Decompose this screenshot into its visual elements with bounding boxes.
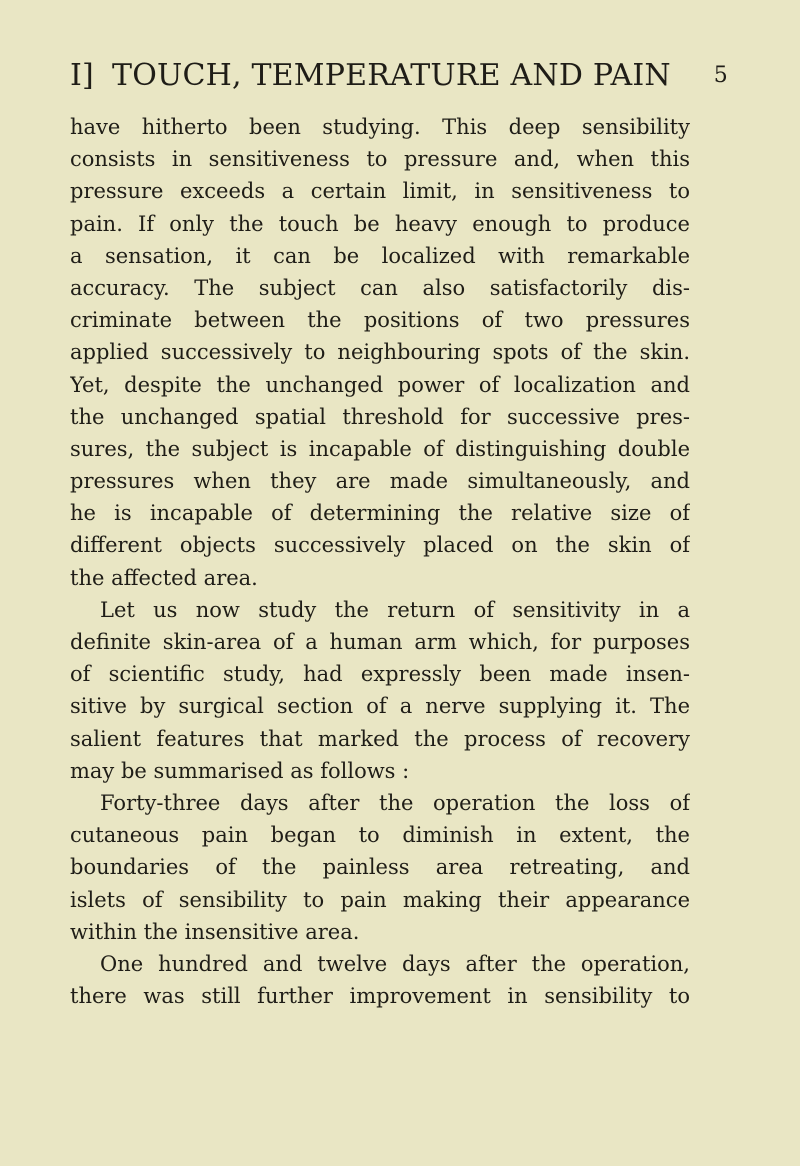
chapter-number: I] <box>70 58 94 93</box>
text-line: Let us now study the return of sensitivity in a <box>100 597 690 622</box>
text-line: Yet, despite the unchanged power of localization and <box>70 372 690 397</box>
text-line: have hitherto been studying. This deep sensibility <box>70 115 690 139</box>
body-text <box>70 111 690 1012</box>
running-head <box>70 56 728 96</box>
text-line: may be summarised as follows : <box>70 758 410 783</box>
text-line: different objects successively placed on the skin of <box>70 533 690 558</box>
text-line: criminate between the positions of two pressures <box>70 308 690 333</box>
text-line: of scientific study, had expressly been made insen- <box>70 662 690 687</box>
text-line: within the insensitive area. <box>70 919 360 944</box>
text-line: there was still further improvement in sensibility to <box>70 984 690 1009</box>
page-number: 5 <box>713 63 728 88</box>
text-line: accuracy. The subject can also satisfactorily dis- <box>70 275 690 300</box>
text-line: a sensation, it can be localized with remarkable <box>70 243 690 268</box>
text-line: definite skin-area of a human arm which, for purposes <box>70 630 690 654</box>
running-title: TOUCH, TEMPERATURE AND PAIN <box>112 58 671 93</box>
text-line: pressures when they are made simultaneously, and <box>70 469 690 494</box>
text-line: consists in sensitiveness to pressure and, when this <box>70 147 690 172</box>
text-line: sures, the subject is incapable of distinguishing double <box>70 436 690 461</box>
text-line: Forty-three days after the operation the loss of <box>100 790 690 815</box>
text-line: cutaneous pain began to diminish in extent, the <box>70 823 690 848</box>
text-line: boundaries of the painless area retreating, and <box>70 855 690 880</box>
text-line: salient features that marked the process of recovery <box>70 726 690 751</box>
text-line: the affected area. <box>70 565 258 590</box>
text-line: islets of sensibility to pain making their appearance <box>70 887 690 912</box>
text-line: the unchanged spatial threshold for successive pres- <box>70 404 690 429</box>
text-line: applied successively to neighbouring spots of the skin. <box>70 340 690 365</box>
text-line: sitive by surgical section of a nerve supplying it. The <box>70 694 690 719</box>
text-line: pressure exceeds a certain limit, in sensitiveness to <box>70 179 690 204</box>
text-line: pain. If only the touch be heavy enough to produce <box>70 211 690 236</box>
text-line: One hundred and twelve days after the operation, <box>100 951 690 976</box>
text-line: he is incapable of determining the relative size of <box>70 501 690 526</box>
